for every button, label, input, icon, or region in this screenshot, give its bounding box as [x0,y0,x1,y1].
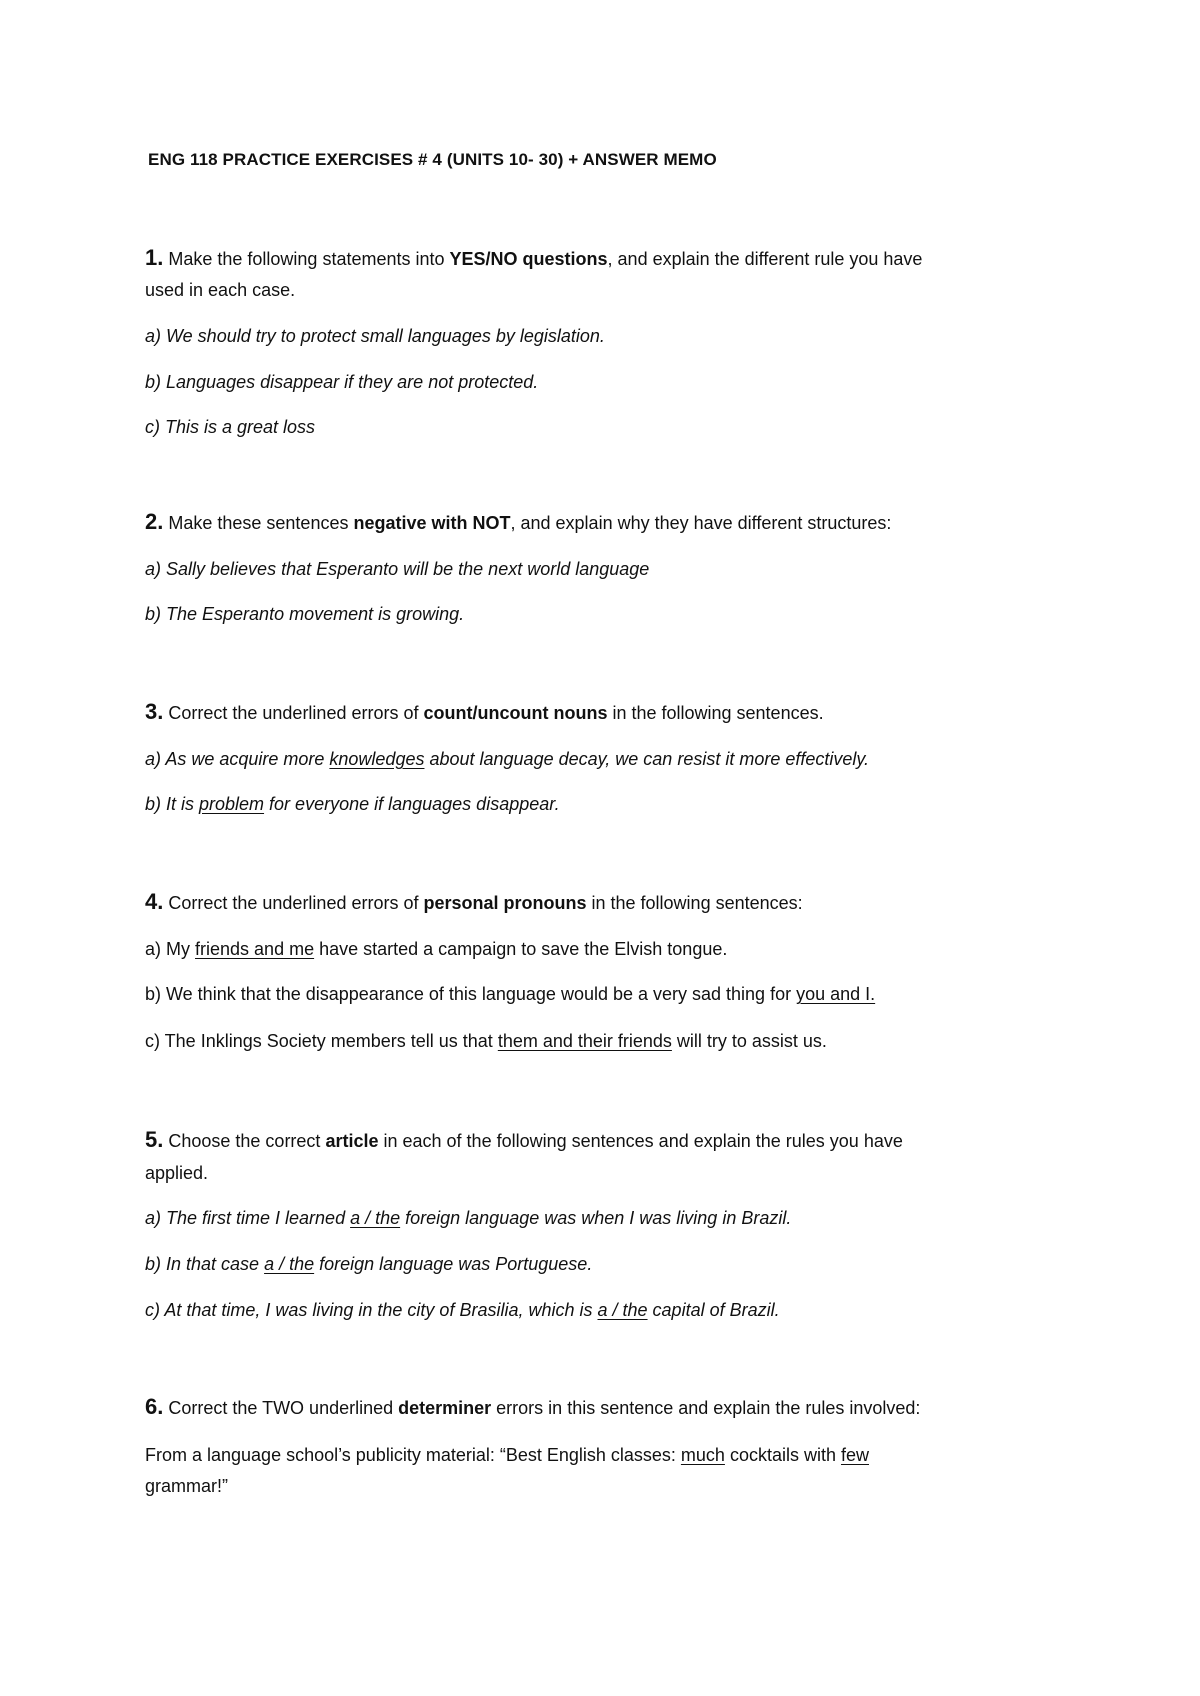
question-3 [145,696,824,729]
instruction-text: , and explain the different rule you have [607,249,923,269]
instruction-text: in each of the following sentences and explain the rules you have [378,1131,903,1151]
page-title: ENG 118 PRACTICE EXERCISES # 4 (UNITS 10- 30) + ANSWER MEMO [148,150,717,169]
underlined-error: much [680,1445,725,1465]
question-number: 4. [145,889,164,914]
instruction-text: in the following sentences. [607,703,824,723]
instruction-text: Correct the TWO underlined [163,1398,399,1418]
question-4 [145,886,803,919]
underlined-error: knowledges [329,749,425,769]
underlined-error: friends and me [195,939,315,959]
instruction-text: Make these sentences [163,513,354,533]
question-number: 5. [145,1127,164,1152]
question-1 [145,242,922,275]
instruction-text: Correct the underlined errors of [163,703,424,723]
underlined-error: few [840,1445,869,1465]
instruction-keyword: personal pronouns [423,893,587,913]
underlined-choice: a / the [264,1254,315,1274]
question-5-continuation: applied. [145,1163,209,1183]
instruction-text: , and explain why they have different structures: [510,513,892,533]
question-1-item-a: a) We should try to protect small languages by legislation. [145,326,605,346]
question-number: 6. [145,1394,164,1419]
question-number: 2. [145,509,164,534]
instruction-keyword: determiner [398,1398,492,1418]
question-4-item-b: b) We think that the disappearance of this language would be a very sad thing for you and I. [145,984,876,1004]
question-3-item-b: b) It is problem for everyone if languages disappear. [145,794,560,814]
question-5-item-a: a) The first time I learned a / the foreign language was when I was living in Brazil. [145,1208,792,1228]
instruction-keyword: count/uncount nouns [423,703,608,723]
instruction-text: Correct the underlined errors of [163,893,424,913]
instruction-text: in the following sentences: [586,893,803,913]
underlined-error: them and their friends [497,1031,672,1051]
question-2-item-a: a) Sally believes that Esperanto will be the next world language [145,559,650,579]
question-4-item-c: c) The Inklings Society members tell us that them and their friends will try to assist us. [145,1031,827,1051]
underlined-choice: a / the [350,1208,401,1228]
question-5-item-c: c) At that time, I was living in the city of Brasilia, which is a / the capital of Brazil. [145,1300,780,1320]
underlined-choice: a / the [597,1300,648,1320]
question-5 [145,1124,903,1157]
question-3-item-a: a) As we acquire more knowledges about language decay, we can resist it more effectively. [145,749,870,769]
question-6-quote: From a language school’s publicity material: “Best English classes: much cocktails with few [145,1445,869,1465]
question-number: 3. [145,699,164,724]
instruction-keyword: YES/NO questions [449,249,608,269]
question-2 [145,506,891,539]
underlined-error: problem [199,794,265,814]
question-number: 1. [145,245,164,270]
question-6-quote-continuation: grammar!” [145,1476,229,1496]
instruction-text: Choose the correct [163,1131,326,1151]
instruction-text: Make the following statements into [163,249,450,269]
question-6 [145,1391,920,1424]
instruction-text: errors in this sentence and explain the rules involved: [491,1398,921,1418]
instruction-keyword: article [325,1131,379,1151]
question-4-item-a: a) My friends and me have started a campaign to save the Elvish tongue. [145,939,728,959]
question-1-item-c: c) This is a great loss [145,417,316,437]
question-1-item-b: b) Languages disappear if they are not protected. [145,372,539,392]
question-2-item-b: b) The Esperanto movement is growing. [145,604,465,624]
question-1-continuation: used in each case. [145,280,296,300]
question-5-item-b: b) In that case a / the foreign language was Portuguese. [145,1254,593,1274]
instruction-keyword: negative with NOT [353,513,511,533]
underlined-error: you and I. [796,984,876,1004]
